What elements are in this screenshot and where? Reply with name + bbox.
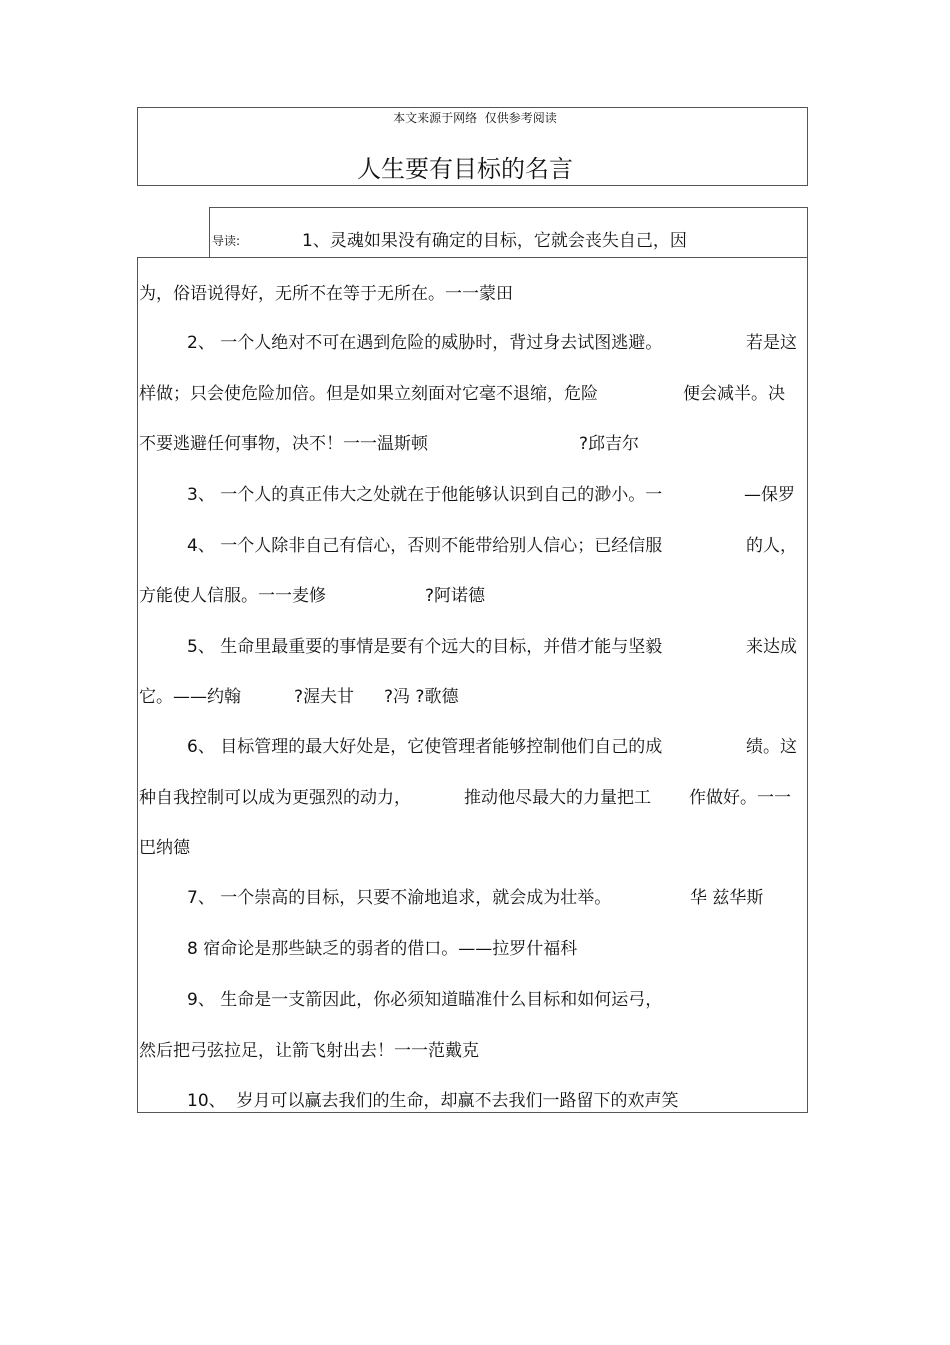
quote-line: 绩。这	[746, 737, 797, 757]
quote-line: 8 宿命论是那些缺乏的弱者的借口。——拉罗什福科	[187, 939, 578, 959]
quote-line: 1、灵魂如果没有确定的目标，它就会丧失自己，因	[302, 231, 687, 251]
quote-line: 2、 一个人绝对不可在遇到危险的威胁时，背过身去试图逃避。	[187, 333, 663, 353]
quote-line: 3、 一个人的真正伟大之处就在于他能够认识到自己的渺小。一	[187, 485, 663, 505]
quote-line: 为，俗语说得好，无所不在等于无所在。一一蒙田	[139, 284, 513, 304]
quote-line: 6、 目标管理的最大好处是，它使管理者能够控制他们自己的成	[187, 737, 663, 757]
quote-line: 5、 生命里最重要的事情是要有个远大的目标，并借才能与坚毅	[187, 637, 663, 657]
page-title: 人生要有目标的名言	[357, 155, 573, 183]
quote-line: 方能使人信服。一一麦修	[139, 586, 326, 606]
quote-line: —保罗	[744, 485, 795, 505]
quote-line: 种自我控制可以成为更强烈的动力，	[139, 788, 411, 808]
quote-line: 若是这	[746, 333, 797, 353]
quote-line: 来达成	[746, 637, 797, 657]
quote-line: 它。——约翰	[139, 687, 241, 707]
quote-line: ?邱吉尔	[579, 434, 640, 454]
quote-line: 7、 一个崇高的目标，只要不渝地追求，就会成为壮举。	[187, 888, 612, 908]
quote-line: 巴纳德	[139, 838, 190, 858]
quote-line: 然后把弓弦拉足，让箭飞射出去！一一范戴克	[139, 1041, 479, 1061]
source-note: 本文来源于网络 仅供参考阅读	[393, 111, 557, 125]
quote-line: ?冯 ?歌德	[384, 687, 459, 707]
quote-line: 不要逃避任何事物，决不！一一温斯顿	[139, 434, 428, 454]
intro-label: 导读:	[212, 234, 241, 248]
quote-line: 推动他尽最大的力量把工	[464, 788, 651, 808]
quote-line: 便会减半。决	[683, 384, 785, 404]
quote-line: 作做好。一一	[689, 788, 791, 808]
quote-line: ?阿诺德	[425, 586, 486, 606]
quote-line: 10、 岁月可以赢去我们的生命，却赢不去我们一路留下的欢声笑	[187, 1091, 679, 1111]
quote-line: 华 兹华斯	[690, 888, 764, 908]
quote-line: 的人，	[746, 536, 797, 556]
quote-line: ?渥夫甘	[294, 687, 355, 707]
quote-line: 样做；只会使危险加倍。但是如果立刻面对它毫不退缩，危险	[139, 384, 598, 404]
quote-line: 4、 一个人除非自己有信心，否则不能带给别人信心；已经信服	[187, 536, 663, 556]
quote-line: 9、 生命是一支箭因此，你必须知道瞄准什么目标和如何运弓，	[187, 990, 663, 1010]
